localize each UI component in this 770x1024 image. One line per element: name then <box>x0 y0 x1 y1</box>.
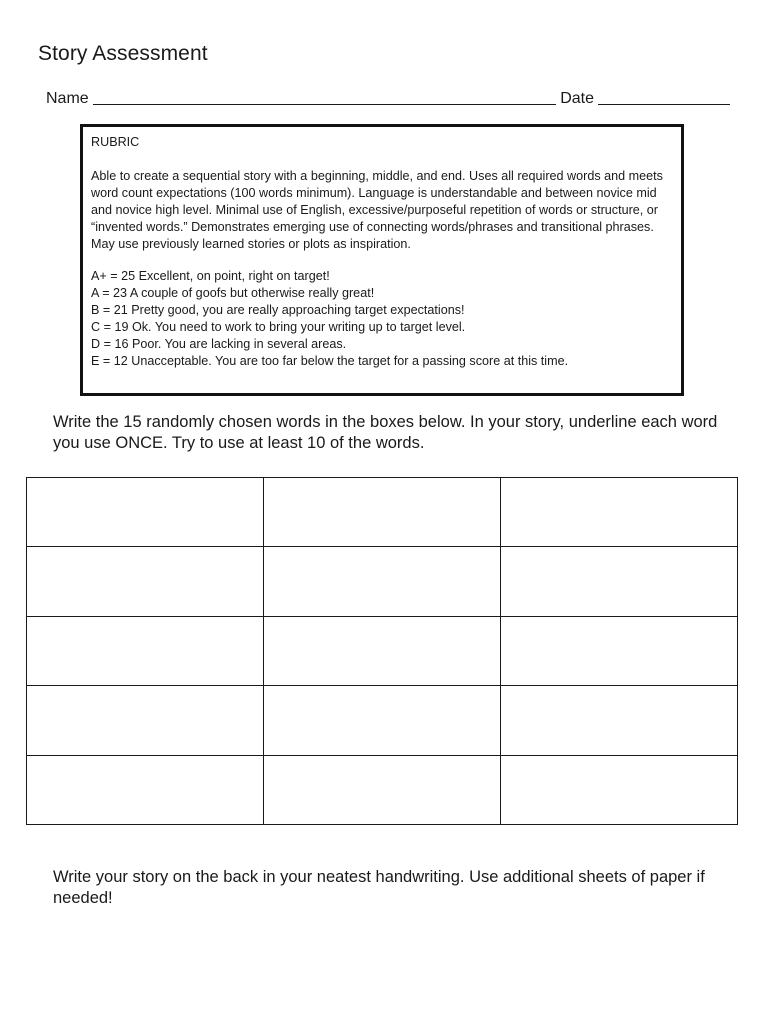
word-box[interactable] <box>27 755 264 824</box>
word-row <box>27 616 738 685</box>
word-box[interactable] <box>27 616 264 685</box>
word-box[interactable] <box>264 755 501 824</box>
rubric-box <box>80 124 684 396</box>
date-blank <box>598 88 730 105</box>
word-box[interactable] <box>27 547 264 616</box>
word-box[interactable] <box>264 478 501 547</box>
grade-item: B = 21 Pretty good, you are really approaching target expectations! <box>91 303 465 317</box>
grade-item: E = 12 Unacceptable. You are too far below the target for a passing score at this time. <box>91 354 569 368</box>
name-date-line <box>46 86 730 108</box>
rubric-heading: RUBRIC <box>91 135 140 149</box>
word-box[interactable] <box>501 686 738 755</box>
grade-list <box>91 268 671 370</box>
word-box[interactable] <box>27 686 264 755</box>
word-box-grid <box>26 477 738 825</box>
page-title: Story Assessment <box>38 42 208 65</box>
word-box[interactable] <box>501 478 738 547</box>
word-box[interactable] <box>264 686 501 755</box>
grade-item: A+ = 25 Excellent, on point, right on target! <box>91 269 330 283</box>
name-label: Name <box>46 90 89 107</box>
footer-instructions: Write your story on the back in your neatest handwriting. Use additional sheets of paper if needed! <box>53 868 705 907</box>
word-row <box>27 547 738 616</box>
word-box[interactable] <box>264 616 501 685</box>
word-box[interactable] <box>501 547 738 616</box>
word-box[interactable] <box>264 547 501 616</box>
grade-item: A = 23 A couple of goofs but otherwise really great! <box>91 286 375 300</box>
rubric-description: Able to create a sequential story with a beginning, middle, and end. Uses all required words and meets word count expectations (100 words minimum). Language is understandable and between novice mid and novice high level. Minimal use of English, excessive/purposeful repetition of words or structure, or “invented words.” Demonstrates emerging use of connecting words/phrases and transitional phrases. May use previously learned stories or plots as inspiration. <box>91 169 663 251</box>
date-label: Date <box>560 90 594 107</box>
word-box[interactable] <box>501 755 738 824</box>
word-box[interactable] <box>501 616 738 685</box>
grade-item: D = 16 Poor. You are lacking in several areas. <box>91 337 347 351</box>
word-row <box>27 478 738 547</box>
word-row <box>27 686 738 755</box>
instructions: Write the 15 randomly chosen words in the boxes below. In your story, underline each word you use ONCE. Try to use at least 10 of the words. <box>53 413 718 452</box>
word-row <box>27 755 738 824</box>
grade-item: C = 19 Ok. You need to work to bring your writing up to target level. <box>91 320 466 334</box>
word-box[interactable] <box>27 478 264 547</box>
name-blank <box>93 88 557 105</box>
